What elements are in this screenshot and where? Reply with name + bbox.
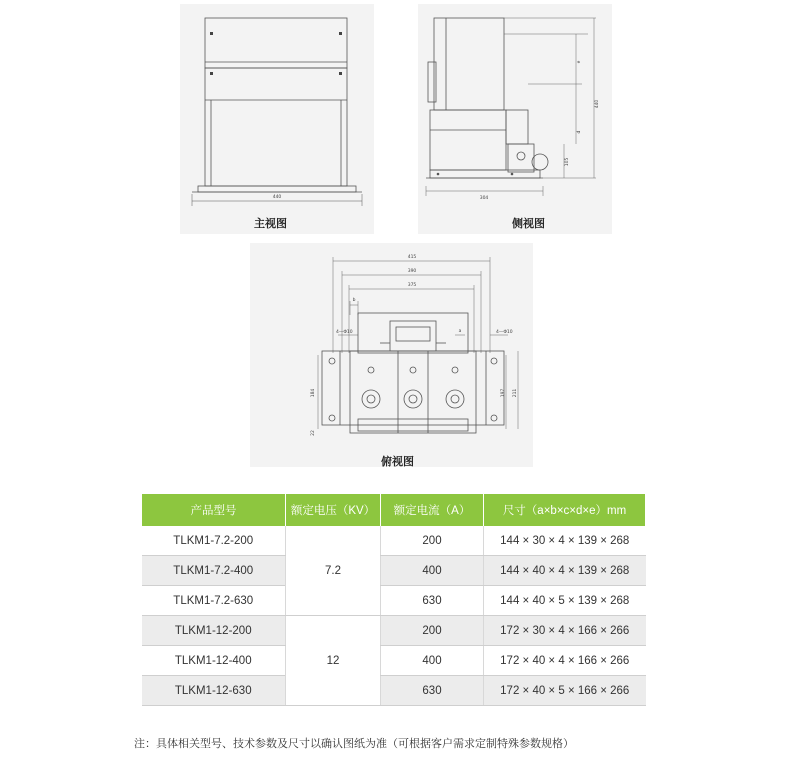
header-current: 额定电流（A） [381,494,484,526]
cell-model: TLKM1-12-400 [142,646,286,676]
side-e-dim: e [577,60,582,64]
cell-model: TLKM1-7.2-200 [142,526,286,556]
cell-current: 400 [381,646,484,676]
front-view-svg [180,4,374,234]
cell-current: 630 [381,676,484,706]
footnote: 注：具体相关型号、技术参数及尺寸以确认图纸为准（可根据客户需求定制特殊参数规格） [134,737,574,750]
side-lower-dim: 105 [565,157,570,167]
top-view-caption: 俯视图 [381,455,414,468]
cell-voltage: 12 [286,616,381,706]
table-row [142,556,646,586]
side-view-svg [418,4,612,234]
side-d-dim: d [577,130,582,134]
cell-size: 144 × 30 × 4 × 139 × 268 [484,526,646,556]
table-row [142,616,646,646]
cell-size: 172 × 40 × 4 × 166 × 266 [484,646,646,676]
header-voltage: 额定电压（KV） [286,494,381,526]
table-row [142,586,646,616]
cell-size: 144 × 40 × 5 × 139 × 268 [484,586,646,616]
cell-model: TLKM1-12-630 [142,676,286,706]
cell-model: TLKM1-12-200 [142,616,286,646]
side-height-dim: 440 [595,99,600,109]
cell-model: TLKM1-7.2-400 [142,556,286,586]
cell-size: 172 × 30 × 4 × 166 × 266 [484,616,646,646]
top-view-svg [250,243,533,467]
top-inner-dim: 375 [407,283,417,288]
side-view-drawing [418,4,612,234]
table-row [142,526,646,556]
top-hole-right-dim: 4—Φ10 [496,330,513,335]
cell-model: TLKM1-7.2-630 [142,586,286,616]
top-view-drawing [250,243,533,467]
spec-table [141,494,646,706]
top-hole-left-dim: 4—Φ10 [336,330,353,335]
cell-size: 144 × 40 × 4 × 139 × 268 [484,556,646,586]
top-a-dim: a [458,329,462,334]
header-size: 尺寸（a×b×c×d×e）mm [484,494,646,526]
cell-current: 200 [381,526,484,556]
cell-size: 172 × 40 × 5 × 166 × 266 [484,676,646,706]
top-overall-dim: 415 [407,255,417,260]
front-view-caption: 主视图 [254,217,287,230]
side-depth-dim: 304 [479,196,489,201]
front-width-dim: 440 [272,195,282,200]
header-model: 产品型号 [142,494,286,526]
top-left-small-dim: 22 [311,430,316,436]
top-right-h2-dim: 211 [513,388,518,398]
top-b-dim: b [352,298,356,303]
cell-current: 630 [381,586,484,616]
cell-voltage: 7.2 [286,526,381,616]
table-row [142,676,646,706]
cell-current: 400 [381,556,484,586]
top-left-height-dim: 184 [311,388,316,398]
table-header-row [142,494,646,526]
front-view-drawing [180,4,374,234]
top-mounting-dim: 390 [407,269,417,274]
top-right-h1-dim: 197 [501,388,506,398]
side-view-caption: 侧视图 [512,217,545,230]
table-row [142,646,646,676]
cell-current: 200 [381,616,484,646]
